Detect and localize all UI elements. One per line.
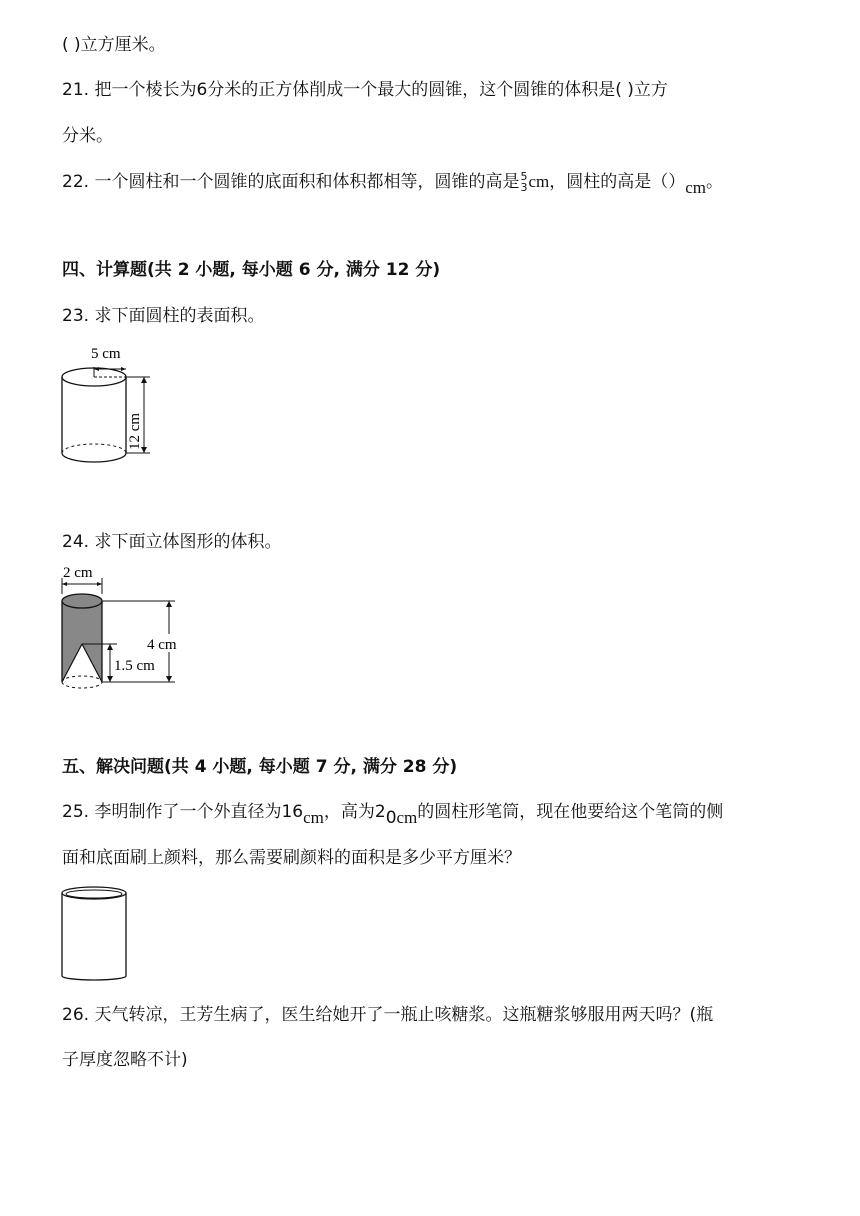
q22-text-middle: ，圆柱的高是（） <box>549 172 686 192</box>
q23-text: 23. 求下面圆柱的表面积。 <box>62 306 265 326</box>
q24-text: 24. 求下面立体图形的体积。 <box>62 532 282 552</box>
q26-line1: 26. 天气转凉，王芳生病了，医生给她开了一瓶止咳糖浆。这瓶糖浆够服用两天吗？(瓶 <box>62 1005 714 1025</box>
q21-line1: 21. 把一个棱长为6分米的正方体削成一个最大的圆锥，这个圆锥的体积是( )立方 <box>62 80 668 100</box>
q22-text-end: 。 <box>706 172 724 192</box>
q23-height-label: 12 cm <box>127 412 143 450</box>
section-5-heading: 五、解决问题(共 4 小题, 每小题 7 分, 满分 28 分) <box>62 757 458 777</box>
fraction-denominator: 3 <box>520 181 528 194</box>
q25-text-middle: ，高为2 <box>323 802 386 822</box>
q24-diameter-label: 2 cm <box>63 565 93 581</box>
q23-cylinder-figure <box>55 340 165 470</box>
q22 <box>62 170 724 197</box>
q23-radius-label: 5 cm <box>91 346 121 362</box>
q20-tail: ( )立方厘米。 <box>62 35 166 55</box>
q25-subscript: 0 <box>385 808 397 828</box>
q22-unit2: cm <box>685 178 707 197</box>
q22-text-before: 22. 一个圆柱和一个圆锥的底面积和体积都相等，圆锥的高是 <box>62 172 520 192</box>
q22-unit1: cm <box>528 172 550 191</box>
q24-cone-height-label: 1.5 cm <box>114 658 155 674</box>
q25-pen-holder-figure <box>55 882 135 986</box>
q26-line2: 子厚度忽略不计) <box>62 1050 188 1070</box>
q24-solid-figure <box>55 562 200 694</box>
q25-line1 <box>62 800 724 828</box>
q21-line2: 分米。 <box>62 126 113 146</box>
q25-unit1: cm <box>303 808 324 827</box>
q24-height-label: 4 cm <box>147 637 177 653</box>
q22-fraction <box>520 171 527 193</box>
fraction-numerator: 5 <box>520 170 528 183</box>
q25-text-after: 的圆柱形笔筒，现在他要给这个笔筒的侧 <box>417 802 724 822</box>
section-4-heading: 四、计算题(共 2 小题, 每小题 6 分, 满分 12 分) <box>62 260 441 280</box>
q25-text-before: 25. 李明制作了一个外直径为16 <box>62 802 304 822</box>
q25-line2: 面和底面刷上颜料，那么需要刷颜料的面积是多少平方厘米？ <box>62 848 521 868</box>
q25-unit2: cm <box>396 808 418 827</box>
